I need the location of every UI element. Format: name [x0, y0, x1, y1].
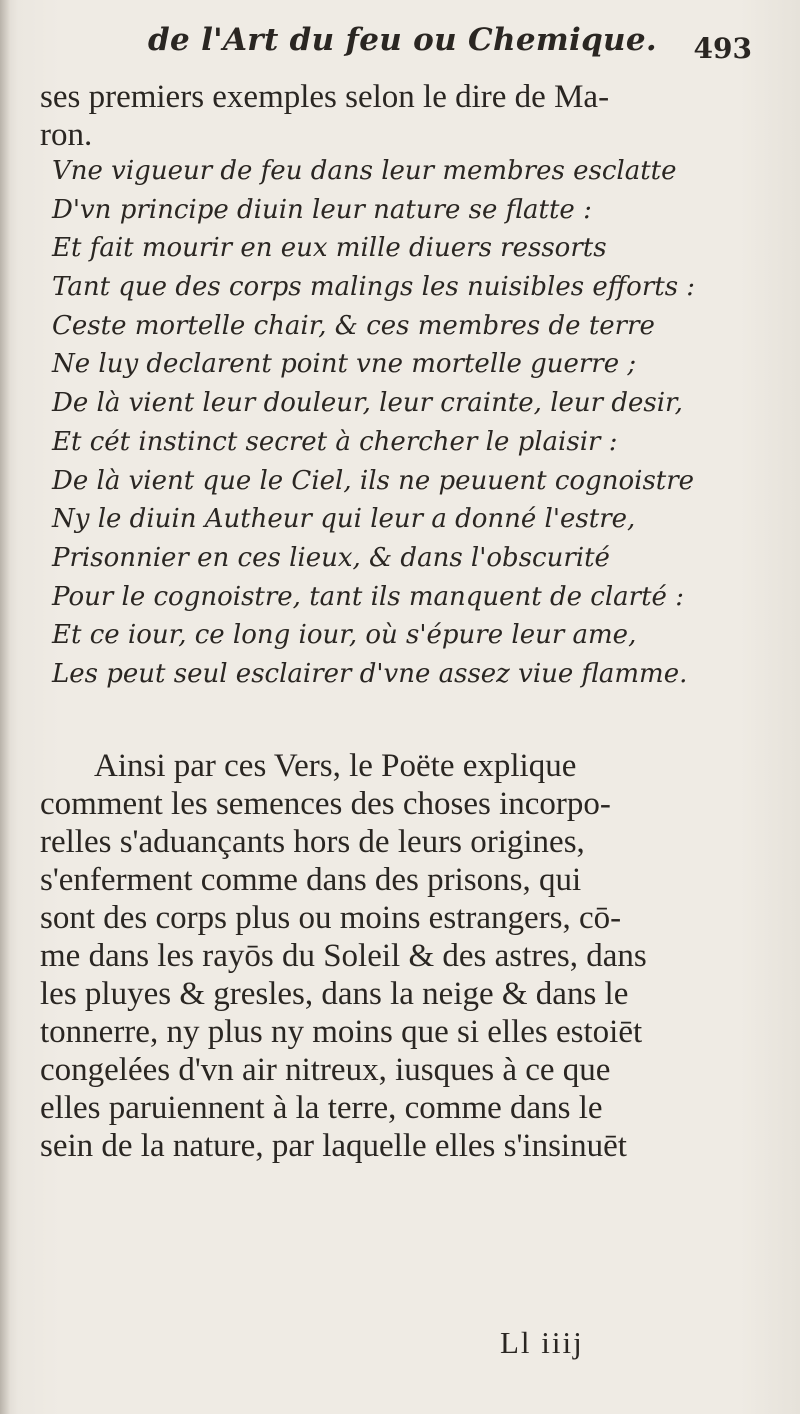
- verse-line: Les peut seul esclairer d'vne assez viue flamme.: [52, 658, 688, 689]
- page-gutter: [0, 0, 10, 1414]
- text-line: relles s'aduançants hors de leurs origines,: [40, 824, 585, 860]
- verse-line: Et ce iour, ce long iour, où s'épure leur ame,: [52, 620, 637, 651]
- verse-line: Tant que des corps malings les nuisibles efforts :: [52, 272, 696, 303]
- intro-paragraph: [40, 78, 740, 154]
- verse-line: D'vn principe diuin leur nature se flatte :: [52, 194, 592, 225]
- prose-paragraph: [40, 747, 740, 1165]
- verse-line: Prisonnier en ces lieux, & dans l'obscurité: [52, 542, 610, 573]
- verse-line: Ne luy declarent point vne mortelle guerre ;: [52, 349, 637, 380]
- text-line: ron.: [40, 117, 93, 153]
- page-number: 493: [693, 32, 752, 65]
- verse-line: De là vient leur douleur, leur crainte, leur desir,: [52, 388, 683, 419]
- verse-block: [52, 152, 752, 694]
- verse-line: Ny le diuin Autheur qui leur a donné l'estre,: [52, 504, 636, 535]
- running-head: de l'Art du feu ou Chemique.: [148, 22, 658, 58]
- page-header: [90, 22, 750, 68]
- verse-line: Et cét instinct secret à chercher le plaisir :: [52, 426, 618, 457]
- verse-line: De là vient que le Ciel, ils ne peuuent cognoistre: [52, 465, 695, 496]
- verse-line: Pour le cognoistre, tant ils manquent de clarté :: [52, 581, 684, 612]
- text-line: s'enferment comme dans des prisons, qui: [40, 862, 582, 898]
- verse-line: Vne vigueur de feu dans leur membres esclatte: [52, 156, 677, 186]
- text-line: tonnerre, ny plus ny moins que si elles estoiēt: [40, 1014, 643, 1050]
- verse-line: Et fait mourir en eux mille diuers ressorts: [52, 233, 607, 264]
- signature-mark: Ll iiij: [500, 1325, 584, 1360]
- text-line: les pluyes & gresles, dans la neige & dans le: [40, 976, 629, 1012]
- verse-line: Ceste mortelle chair, & ces membres de terre: [52, 310, 655, 341]
- text-line: ses premiers exemples selon le dire de Ma-: [40, 79, 610, 115]
- text-line: congelées d'vn air nitreux, iusques à ce que: [40, 1052, 611, 1088]
- text-line: me dans les rayōs du Soleil & des astres, dans: [40, 938, 647, 974]
- text-line: sein de la nature, par laquelle elles s'insinuēt: [40, 1128, 627, 1164]
- text-line: Ainsi par ces Vers, le Poëte explique: [94, 748, 577, 784]
- text-line: elles paruiennent à la terre, comme dans le: [40, 1090, 603, 1126]
- text-line: comment les semences des choses incorpo-: [40, 786, 611, 822]
- text-line: sont des corps plus ou moins estrangers, cō-: [40, 900, 622, 936]
